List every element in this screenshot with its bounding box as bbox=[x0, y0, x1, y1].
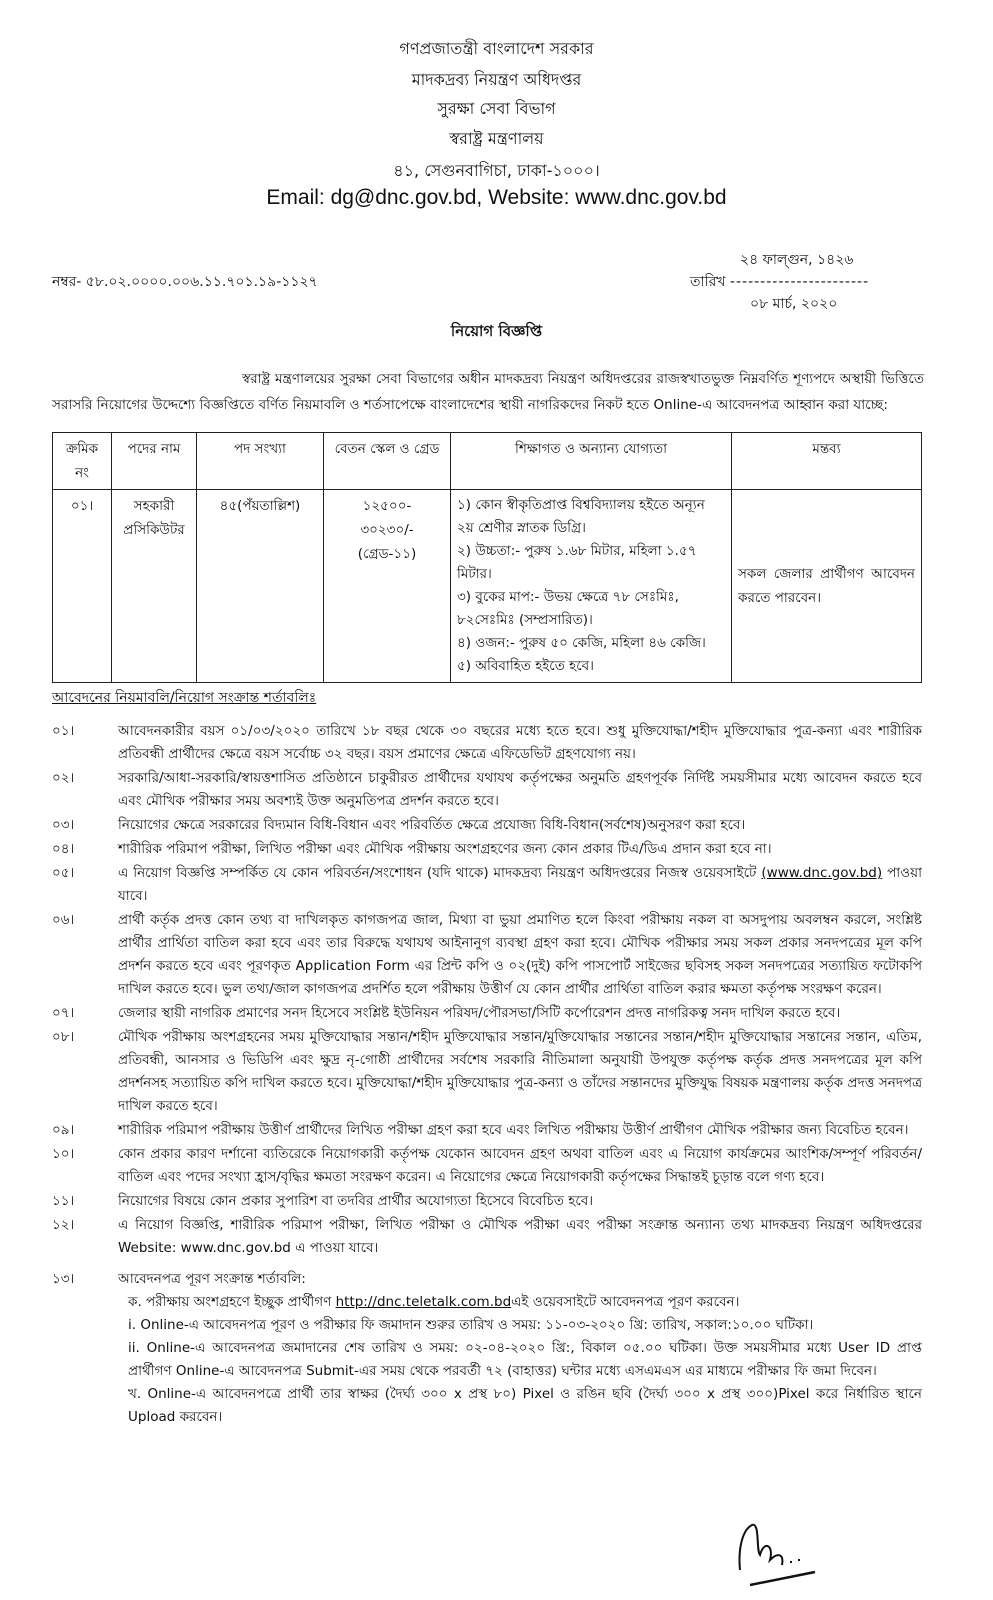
item-text: কোন প্রকার কারণ দর্শানো ব্যতিরেকে নিয়োগকারী কর্তৃপক্ষ যেকোন আবেদন গ্রহণ অথবা বাতিল এবং এ নিয়োগ কার্যক্রমের আংশিক/সম্পূর্ণ পরিবর্তন/বাতিল এবং পদের সংখ্যা হ্রাস/বৃদ্ধির ক্ষমতা সংরক্ষণ করেন। এ নিয়োগের ক্ষেত্রে নিয়োগকারী কর্তৃপক্ষের সিদ্ধান্তই চূড়ান্ত বলে গণ্য হবে। bbox=[118, 1146, 922, 1185]
list-item bbox=[52, 1002, 922, 1025]
scale-min: ১২৫০০- bbox=[362, 498, 412, 514]
cell-count: ৪৫(পঁয়তাল্লিশ) bbox=[197, 490, 324, 683]
website-link[interactable]: (www.dnc.gov.bd) bbox=[761, 865, 883, 881]
contact-info: Email: dg@dnc.gov.bd, Website: www.dnc.gov.bd bbox=[266, 186, 727, 209]
col-serial: ক্রমিক নং bbox=[53, 433, 112, 490]
cell-remarks: সকল জেলার প্রার্থীগণ আবেদন করতে পারবেন। bbox=[732, 490, 922, 683]
item-text: এ নিয়োগ বিজ্ঞপ্তি সম্পর্কিত যে কোন পরিবর্তন/সংশোধন (যদি থাকে) মাদকদ্রব্য নিয়ন্ত্রণ অধিদপ্তরের নিজস্ব ওয়েবসাইটে bbox=[118, 865, 757, 881]
item-13-heading: আবেদনপত্র পূরণ সংক্রান্ত শর্তাবলি: bbox=[118, 1271, 306, 1287]
item-number: ১০। bbox=[52, 1146, 75, 1162]
list-item bbox=[52, 814, 922, 837]
cell-serial: ০১। bbox=[53, 490, 112, 683]
date-label-text: তারিখ bbox=[690, 274, 726, 290]
list-item bbox=[52, 838, 922, 861]
col-remarks: মন্তব্য bbox=[732, 433, 922, 490]
memo-number: নম্বর- ৫৮.০২.০০০০.০০৬.১১.৭০১.১৯-১১২৭ bbox=[52, 274, 318, 290]
signature-image bbox=[730, 1510, 840, 1590]
grade: (গ্রেড-১১) bbox=[357, 546, 417, 562]
item-text: আবেদনকারীর বয়স ০১/০৩/২০২০ তারিখে ১৮ বছর থেকে ৩০ বছরের মধ্যে হতে হবে। শুধু মুক্তিযোদ্ধা/শহীদ মুক্তিযোদ্ধার পুত্র-কন্যা এবং শারীরিক প্রতিবন্ধী প্রার্থীদের ক্ষেত্রে বয়স সর্বোচ্চ ৩২ বছর। বয়স প্রমাণের ক্ষেত্রে এফিডেভিট গ্রহণযোগ্য নয়। bbox=[118, 723, 922, 762]
list-item bbox=[52, 909, 922, 1001]
qualification-item: ৪) ওজন:- পুরুষ ৫০ কেজি, মহিলা ৪৬ কেজি। bbox=[457, 635, 706, 651]
item-text: নিয়োগের ক্ষেত্রে সরকারের বিদ্যমান বিধি-বিধান এবং পরিবর্তিত ক্ষেত্রে প্রযোজ্য বিধি-বিধান(সর্বশেষ)অনুসরণ করা হবে। bbox=[118, 817, 746, 833]
item-text: সরকারি/আধা-সরকারি/স্বায়ত্তশাসিত প্রতিষ্ঠানে চাকুরীরত প্রার্থীদের যথাযথ কর্তৃপক্ষের অনুমতি গ্রহণপূর্বক নির্দিষ্ট সময়সীমার মধ্যে আবেদন করতে হবে এবং মৌখিক পরীক্ষার সময় অবশ্যই উক্ত অনুমতিপত্র প্রদর্শন করতে হবে। bbox=[118, 770, 922, 809]
item-number: ১৩। bbox=[52, 1271, 75, 1287]
qualification-item: ৫) অবিবাহিত হইতে হবে। bbox=[457, 658, 595, 674]
col-qualification: শিক্ষাগত ও অন্যান্য যোগ্যতা bbox=[451, 433, 732, 490]
date-english: ০৮ মার্চ, ২০২০ bbox=[750, 296, 838, 312]
item-text: জেলার স্থায়ী নাগরিক প্রমাণের সনদ হিসেবে সংশ্লিষ্ট ইউনিয়ন পরিষদ/পৌরসভা/সিটি কর্পোরেশন প্রদত্ত নাগরিকত্ব সনদ দাখিল করতে হবে। bbox=[118, 1005, 841, 1021]
conditions-list bbox=[52, 720, 922, 1430]
department-name: মাদকদ্রব্য নিয়ন্ত্রণ অধিদপ্তর bbox=[411, 70, 582, 89]
item-number: ০৮। bbox=[52, 1029, 75, 1045]
col-scale: বেতন স্কেল ও গ্রেড bbox=[324, 433, 451, 490]
item-text: নিয়োগের বিষয়ে কোন প্রকার সুপারিশ বা তদবির প্রার্থীর অযোগ্যতা হিসেবে বিবেচিত হবে। bbox=[118, 1193, 594, 1209]
date-bangla: ২৪ ফাল্গুন, ১৪২৬ bbox=[740, 252, 854, 268]
item-13-ka bbox=[118, 1291, 922, 1314]
item-text: এ নিয়োগ বিজ্ঞপ্তি, শারীরিক পরিমাপ পরীক্ষা, লিখিত পরীক্ষা ও মৌখিক পরীক্ষা এবং পরীক্ষা সংক্রান্ত অন্যান্য তথ্য মাদকদ্রব্য নিয়ন্ত্রণ অধিদপ্তরের Website: www.dnc.gov.bd এ পাওয়া যাবে। bbox=[118, 1217, 922, 1256]
division-name: সুরক্ষা সেবা বিভাগ bbox=[437, 99, 556, 118]
item-text: শারীরিক পরিমাপ পরীক্ষায় উত্তীর্ণ প্রার্থীদের লিখিত পরীক্ষা গ্রহণ করা হবে এবং লিখিত পরীক্ষায় উত্তীর্ণ প্রার্থীগণ মৌখিক পরীক্ষার জন্য বিবেচিত হবেন। bbox=[118, 1122, 909, 1138]
list-item bbox=[52, 720, 922, 766]
item-number: ০৭। bbox=[52, 1005, 75, 1021]
scale-max: ৩০২৩০/- bbox=[360, 522, 414, 538]
table-header-row bbox=[53, 433, 922, 490]
date-label: তারিখ ----------------------- bbox=[690, 274, 870, 290]
list-item bbox=[52, 1119, 922, 1142]
teletalk-link[interactable]: http://dnc.teletalk.com.bd bbox=[335, 1294, 512, 1310]
item-13-body bbox=[118, 1268, 922, 1429]
col-post: পদের নাম bbox=[112, 433, 197, 490]
ministry-name: স্বরাষ্ট্র মন্ত্রণালয় bbox=[449, 129, 544, 148]
list-item bbox=[52, 1190, 922, 1213]
col-count: পদ সংখ্যা bbox=[197, 433, 324, 490]
list-item bbox=[52, 1214, 922, 1260]
cell-qualifications bbox=[451, 490, 732, 683]
item-number: ০৪। bbox=[52, 841, 75, 857]
item-text: প্রার্থী কর্তৃক প্রদত্ত কোন তথ্য বা দাখিলকৃত কাগজপত্র জাল, মিথ্যা বা ভুয়া প্রমাণিত হলে কিংবা পরীক্ষায় নকল বা অসদুপায় অবলম্বন করলে, সংশ্লিষ্ট প্রার্থীর প্রার্থিতা বাতিল করা হবে এবং তার বিরুদ্ধে যথাযথ আইনানুগ ব্যবস্থা গ্রহণ করা হবে। মৌখিক পরীক্ষার সময় সকল প্রকার সনদপত্রের মূল কপি প্রদর্শন করতে হবে এবং পূরণকৃত Application Form এর প্রিন্ট কপি ও ০২(দুই) কপি পাসপোর্ট সাইজের ছবিসহ সকল সনদপত্রের সত্যায়িত ফটোকপি দাখিল করতে হবে। ভুল তথ্য/জাল কাগজপত্র প্রদর্শিত হলে পরীক্ষায় উত্তীর্ণ যে কোন প্রার্থীর প্রার্থিতা বাতিল করার ক্ষমতা কর্তৃপক্ষ সংরক্ষণ করেন। bbox=[118, 912, 922, 997]
item-13-kha: খ. Online-এ আবেদনপত্রে প্রার্থী তার স্বাক্ষর (দৈর্ঘ্য ৩০০ x প্রস্থ ৮০) Pixel ও রঙিন ছবি (দৈর্ঘ্য ৩০০ x প্রস্থ ৩০০)Pixel করে নির্ধারিত স্থানে Upload করবেন। bbox=[128, 1386, 922, 1425]
ka-text-tail: এই ওয়েবসাইটে আবেদনপত্র পূরণ করবেন। bbox=[511, 1294, 740, 1310]
item-13-i: i. Online-এ আবেদনপত্র পূরণ ও পরীক্ষার ফি জমাদান শুরুর তারিখ ও সময়: ১১-০৩-২০২০ খ্রি: তারিখ, সকাল:১০.০০ ঘটিকা। bbox=[128, 1317, 814, 1333]
list-item bbox=[52, 862, 922, 908]
item-number: ০১। bbox=[52, 723, 75, 739]
item-13-ii: ii. Online-এ আবেদনপত্র জমাদানের শেষ তারিখ ও সময়: ০২-০৪-২০২০ খ্রি:, বিকাল ০৫.০০ ঘটিকা। উক্ত সময়সীমার মধ্যে User ID প্রাপ্ত প্রার্থীগণ Online-এ আবেদনপত্র Submit-এর সময় থেকে পরবর্তী ৭২ (বাহাত্তর) ঘন্টার মধ্যে এসএমএস এর মাধ্যমে পরীক্ষার ফি জমা দিবেন। bbox=[128, 1340, 922, 1379]
notice-title: নিয়োগ বিজ্ঞপ্তি bbox=[450, 322, 543, 340]
conditions-heading: আবেদনের নিয়মাবলি/নিয়োগ সংক্রান্ত শর্তাবলিঃ bbox=[52, 690, 317, 706]
item-number: ০৩। bbox=[52, 817, 75, 833]
cell-post: সহকারী প্রসিকিউটর bbox=[112, 490, 197, 683]
ka-text: ক. পরীক্ষায় অংশগ্রহণে ইচ্ছুক প্রার্থীগণ bbox=[128, 1294, 336, 1310]
cell-scale bbox=[324, 490, 451, 683]
item-text: শারীরিক পরিমাপ পরীক্ষা, লিখিত পরীক্ষা এবং মৌখিক পরীক্ষায় অংশগ্রহণের জন্য কোন প্রকার টিএ/ডিএ প্রদান করা হবে না। bbox=[118, 841, 772, 857]
address: ৪১, সেগুনবাগিচা, ঢাকা-১০০০। bbox=[393, 161, 600, 180]
list-item bbox=[52, 1143, 922, 1189]
list-item bbox=[52, 767, 922, 813]
item-text-wrap bbox=[118, 862, 922, 908]
table-row bbox=[53, 490, 922, 683]
item-number: ১২। bbox=[52, 1217, 75, 1233]
qualification-item: ১) কোন স্বীকৃতিপ্রাপ্ত বিশ্ববিদ্যালয় হইতে অন্যূন ২য় শ্রেণীর স্নাতক ডিগ্রি। bbox=[457, 497, 705, 536]
qualification-item: ২) উচ্চতা:- পুরুষ ১.৬৮ মিটার, মহিলা ১.৫৭ মিটার। bbox=[457, 543, 697, 582]
item-text: মৌখিক পরীক্ষায় অংশগ্রহনের সময় মুক্তিযোদ্ধার সন্তান/শহীদ মুক্তিযোদ্ধার সন্তান/মুক্তিযোদ্ধার সন্তানের সন্তান/শহীদ মুক্তিযোদ্ধার সন্তানের সন্তান, এতিম, প্রতিবন্ধী, আনসার ও ভিডিপি এবং ক্ষুদ্র নৃ-গোষ্ঠী প্রার্থীদের সর্বশেষ সরকারি নীতিমালা অনুযায়ী উপযুক্ত কর্তৃপক্ষ কর্তৃক প্রদত্ত সনদপত্রের মূল কপি প্রদর্শনসহ সত্যায়িত কপি দাখিল করতে হবে। মুক্তিযোদ্ধা/শহীদ মুক্তিযোদ্ধার পুত্র-কন্যা ও তাঁদের সন্তানদের মুক্তিযুদ্ধ বিষয়ক মন্ত্রণালয় কর্তৃক প্রদত্ত সনদপত্র দাখিল করতে হবে। bbox=[118, 1029, 922, 1114]
intro-paragraph: স্বরাষ্ট্র মন্ত্রণালয়ের সুরক্ষা সেবা বিভাগের অধীন মাদকদ্রব্য নিয়ন্ত্রণ অধিদপ্তরের রাজস্বখাতভুক্ত নিম্নবর্ণিত শূণ্যপদে অস্থায়ী ভিত্তিতে সরাসরি নিয়োগের উদ্দেশ্যে বিজ্ঞপ্তিতে বর্ণিত নিয়মাবলি ও শর্তসাপেক্ষে বাংলাদেশের স্থায়ী নাগরিকদের নিকট হতে Online-এ আবেদনপত্র আহ্বান করা যাচ্ছে: bbox=[52, 371, 924, 413]
list-item bbox=[52, 1268, 922, 1429]
item-number: ০২। bbox=[52, 770, 75, 786]
vacancy-table bbox=[52, 432, 922, 683]
govt-name: গণপ্রজাতন্ত্রী বাংলাদেশ সরকার bbox=[399, 39, 594, 58]
item-number: ১১। bbox=[52, 1193, 75, 1209]
item-text-tail: পাওয়া যাবে। bbox=[118, 865, 922, 904]
item-number: ০৫। bbox=[52, 865, 75, 881]
qualification-item: ৩) বুকের মাপ:- উভয় ক্ষেত্রে ৭৮ সেঃমিঃ, ৮২সেঃমিঃ (সম্প্রসারিত)। bbox=[457, 589, 679, 628]
item-number: ০৬। bbox=[52, 912, 75, 928]
item-number: ০৯। bbox=[52, 1122, 75, 1138]
list-item bbox=[52, 1026, 922, 1118]
